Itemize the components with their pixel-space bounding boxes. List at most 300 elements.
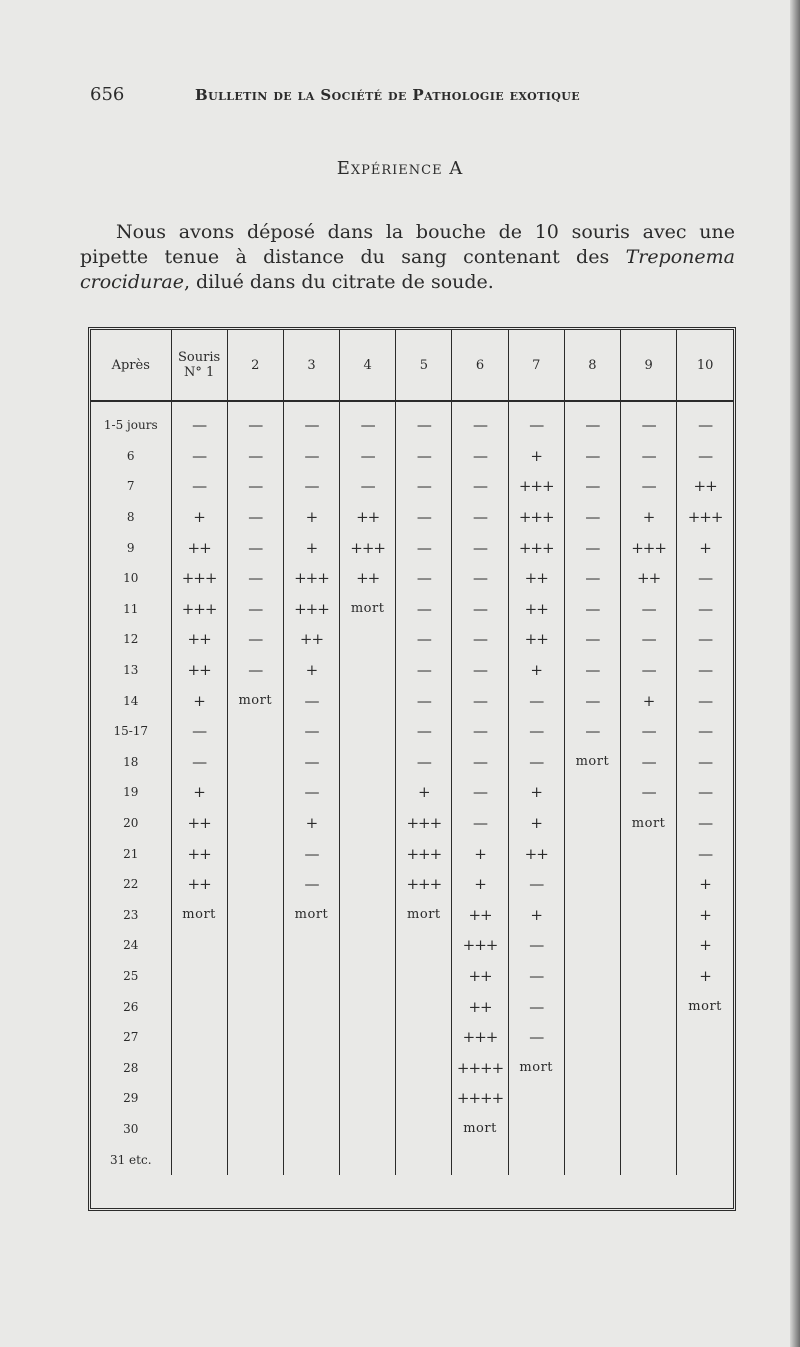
result-cell: —	[171, 401, 227, 441]
table-row	[91, 532, 733, 563]
table-row	[91, 1052, 733, 1083]
result-cell	[227, 991, 283, 1022]
header-souris-10: 10	[677, 330, 733, 401]
result-cell	[340, 1083, 396, 1114]
day-cell: 11	[123, 601, 139, 616]
table-header-row	[91, 330, 733, 401]
result-cell: ++	[340, 563, 396, 594]
result-cell: mort	[677, 991, 733, 1022]
result-cell: —	[508, 869, 564, 900]
result-cell: +	[283, 502, 339, 533]
result-cell: —	[452, 401, 508, 441]
result-cell: ++	[171, 624, 227, 655]
result-cell: —	[564, 716, 620, 747]
result-cell	[171, 991, 227, 1022]
table-row	[91, 900, 733, 931]
result-cell: —	[508, 716, 564, 747]
result-cell: +++	[508, 502, 564, 533]
result-cell: —	[508, 961, 564, 992]
result-cell: +++	[677, 502, 733, 533]
result-cell	[283, 1114, 339, 1145]
result-cell: —	[621, 401, 677, 441]
result-cell: +++	[283, 563, 339, 594]
header-souris-7: 7	[508, 330, 564, 401]
header-souris-3: 3	[283, 330, 339, 401]
result-cell	[508, 1114, 564, 1145]
result-cell: —	[396, 685, 452, 716]
result-cell: —	[452, 563, 508, 594]
result-cell: —	[508, 401, 564, 441]
header-souris-1: Souris N° 1	[171, 330, 227, 401]
table-body	[91, 401, 733, 1175]
day-cell: 28	[123, 1060, 139, 1075]
result-cell: —	[564, 655, 620, 686]
result-cell	[621, 930, 677, 961]
table-row	[91, 716, 733, 747]
result-cell	[227, 1052, 283, 1083]
day-cell: 18	[123, 754, 139, 769]
result-cell: —	[508, 685, 564, 716]
table-row	[91, 808, 733, 839]
result-cell: +	[508, 655, 564, 686]
day-cell: 10	[123, 571, 139, 586]
header-souris-5: 5	[396, 330, 452, 401]
result-cell	[227, 900, 283, 931]
header-souris-9: 9	[621, 330, 677, 401]
table-row	[91, 991, 733, 1022]
result-cell: —	[396, 594, 452, 625]
result-cell: +++	[508, 471, 564, 502]
result-cell: —	[621, 716, 677, 747]
result-cell: —	[677, 777, 733, 808]
table-row	[91, 1114, 733, 1145]
table-row	[91, 961, 733, 992]
result-cell	[677, 1083, 733, 1114]
result-cell	[564, 1083, 620, 1114]
result-cell	[564, 961, 620, 992]
result-cell: —	[621, 594, 677, 625]
day-cell: 27	[123, 1030, 139, 1045]
result-cell: —	[564, 624, 620, 655]
result-cell: —	[677, 563, 733, 594]
result-cell	[340, 1114, 396, 1145]
header-souris-6: 6	[452, 330, 508, 401]
result-cell	[171, 961, 227, 992]
table-row	[91, 777, 733, 808]
result-cell: —	[677, 716, 733, 747]
result-cell	[227, 930, 283, 961]
result-cell: —	[283, 838, 339, 869]
result-cell: +	[508, 808, 564, 839]
result-cell: —	[677, 624, 733, 655]
result-cell: +	[396, 777, 452, 808]
result-cell: —	[283, 471, 339, 502]
result-cell: ++	[340, 502, 396, 533]
result-cell: —	[396, 716, 452, 747]
result-cell	[227, 869, 283, 900]
result-cell: —	[621, 624, 677, 655]
page-number: 656	[90, 84, 125, 105]
intro-paragraph	[80, 220, 735, 295]
table-row	[91, 401, 733, 441]
result-cell: —	[283, 747, 339, 778]
result-cell	[227, 961, 283, 992]
result-cell	[283, 1144, 339, 1175]
result-cell: —	[621, 441, 677, 472]
day-cell: 31 etc.	[109, 1152, 152, 1167]
running-header	[90, 84, 650, 105]
day-cell: 8	[126, 510, 135, 525]
result-cell	[396, 961, 452, 992]
result-cell	[227, 1083, 283, 1114]
day-cell: 24	[123, 938, 139, 953]
result-cell	[564, 1144, 620, 1175]
day-cell: 9	[126, 540, 135, 555]
result-cell: —	[508, 747, 564, 778]
result-cell: ++	[171, 869, 227, 900]
result-cell	[171, 1083, 227, 1114]
day-cell: 23	[123, 907, 139, 922]
result-cell	[508, 1083, 564, 1114]
result-cell	[340, 685, 396, 716]
result-cell: +	[677, 900, 733, 931]
result-cell: —	[452, 685, 508, 716]
result-cell: —	[508, 930, 564, 961]
result-cell: —	[396, 563, 452, 594]
result-cell: —	[564, 502, 620, 533]
results-table	[91, 330, 733, 1175]
result-cell	[564, 1052, 620, 1083]
result-cell	[227, 1144, 283, 1175]
result-cell	[564, 808, 620, 839]
result-cell: ++	[508, 838, 564, 869]
result-cell: +++	[396, 838, 452, 869]
result-cell: —	[171, 747, 227, 778]
result-cell	[621, 838, 677, 869]
intro-text-before: Nous avons déposé dans la bouche de 10 souris avec une pipette tenue à distance du sang contenant des	[80, 221, 735, 268]
result-cell	[283, 930, 339, 961]
result-cell	[340, 716, 396, 747]
result-cell	[396, 991, 452, 1022]
result-cell: +++	[396, 808, 452, 839]
result-cell	[227, 777, 283, 808]
result-cell: —	[452, 747, 508, 778]
day-cell: 15-17	[113, 724, 149, 739]
result-cell: —	[227, 401, 283, 441]
result-cell: +	[677, 930, 733, 961]
table-row	[91, 1083, 733, 1114]
result-cell: —	[227, 502, 283, 533]
result-cell: —	[564, 532, 620, 563]
result-cell: +	[171, 685, 227, 716]
day-cell: 25	[123, 968, 139, 983]
result-cell	[452, 1144, 508, 1175]
result-cell: ++	[508, 563, 564, 594]
day-cell: 12	[123, 632, 139, 647]
result-cell	[396, 1083, 452, 1114]
result-cell: —	[227, 624, 283, 655]
table-row	[91, 838, 733, 869]
result-cell: +++	[508, 532, 564, 563]
result-cell	[227, 747, 283, 778]
result-cell: —	[564, 594, 620, 625]
result-cell	[396, 1022, 452, 1053]
section-title: Expérience A	[336, 158, 464, 179]
result-cell	[283, 961, 339, 992]
result-cell: —	[227, 441, 283, 472]
result-cell: —	[396, 401, 452, 441]
day-cell: 29	[123, 1091, 139, 1106]
result-cell	[340, 624, 396, 655]
result-cell: mort	[452, 1114, 508, 1145]
result-cell: —	[677, 441, 733, 472]
result-cell: —	[396, 441, 452, 472]
result-cell	[621, 961, 677, 992]
result-cell: —	[396, 747, 452, 778]
result-cell	[283, 1083, 339, 1114]
result-cell: —	[396, 471, 452, 502]
result-cell	[171, 1022, 227, 1053]
page-edge-shadow	[790, 0, 800, 1347]
result-cell: —	[171, 441, 227, 472]
header-after: Après	[91, 330, 171, 401]
result-cell	[564, 991, 620, 1022]
day-cell: 26	[123, 999, 139, 1014]
result-cell: —	[452, 441, 508, 472]
result-cell	[340, 747, 396, 778]
result-cell: +++	[171, 594, 227, 625]
result-cell: ++++	[452, 1052, 508, 1083]
table-row	[91, 930, 733, 961]
result-cell: mort	[621, 808, 677, 839]
result-cell: —	[564, 441, 620, 472]
result-cell	[340, 961, 396, 992]
result-cell: mort	[508, 1052, 564, 1083]
result-cell: +++	[452, 1022, 508, 1053]
result-cell: —	[452, 624, 508, 655]
result-cell	[340, 1022, 396, 1053]
result-cell	[227, 716, 283, 747]
result-cell: —	[621, 655, 677, 686]
result-cell	[283, 991, 339, 1022]
result-cell: —	[564, 401, 620, 441]
day-cell: 30	[123, 1121, 139, 1136]
day-cell: 1-5 jours	[103, 418, 158, 433]
table-row	[91, 594, 733, 625]
result-cell: —	[396, 532, 452, 563]
table-row	[91, 685, 733, 716]
day-cell: 19	[123, 785, 139, 800]
result-cell: —	[677, 808, 733, 839]
result-cell	[227, 808, 283, 839]
table-row	[91, 869, 733, 900]
result-cell	[340, 930, 396, 961]
table-row	[91, 624, 733, 655]
result-cell	[171, 930, 227, 961]
result-cell: +	[508, 777, 564, 808]
table-row	[91, 502, 733, 533]
result-cell: —	[452, 808, 508, 839]
result-cell: —	[452, 655, 508, 686]
result-cell	[171, 1114, 227, 1145]
result-cell	[621, 869, 677, 900]
result-cell: ++	[171, 838, 227, 869]
result-cell	[396, 1114, 452, 1145]
results-table-frame	[88, 327, 736, 1211]
result-cell: —	[283, 869, 339, 900]
result-cell: —	[396, 624, 452, 655]
result-cell	[621, 1114, 677, 1145]
result-cell	[171, 1144, 227, 1175]
result-cell: —	[227, 532, 283, 563]
result-cell	[340, 777, 396, 808]
result-cell: ++	[283, 624, 339, 655]
result-cell: —	[677, 685, 733, 716]
result-cell: +	[508, 900, 564, 931]
result-cell	[621, 991, 677, 1022]
result-cell	[508, 1144, 564, 1175]
table-row	[91, 655, 733, 686]
result-cell: +	[452, 869, 508, 900]
result-cell: —	[283, 685, 339, 716]
result-cell	[621, 1144, 677, 1175]
result-cell	[564, 930, 620, 961]
result-cell: +	[677, 869, 733, 900]
result-cell	[340, 655, 396, 686]
result-cell	[621, 1052, 677, 1083]
day-cell: 14	[123, 693, 139, 708]
result-cell: ++	[508, 594, 564, 625]
result-cell: mort	[171, 900, 227, 931]
result-cell: —	[452, 502, 508, 533]
result-cell	[340, 838, 396, 869]
result-cell: —	[677, 838, 733, 869]
result-cell: —	[340, 471, 396, 502]
result-cell: —	[452, 777, 508, 808]
result-cell: mort	[227, 685, 283, 716]
result-cell: +++	[452, 930, 508, 961]
result-cell: +	[621, 685, 677, 716]
header-souris-4: 4	[340, 330, 396, 401]
result-cell: ++	[621, 563, 677, 594]
result-cell: —	[171, 471, 227, 502]
result-cell: —	[677, 655, 733, 686]
result-cell	[340, 1052, 396, 1083]
result-cell: +++	[621, 532, 677, 563]
result-cell: —	[677, 401, 733, 441]
result-cell: ++	[508, 624, 564, 655]
result-cell: ++	[171, 655, 227, 686]
result-cell: +	[677, 961, 733, 992]
table-row	[91, 471, 733, 502]
result-cell	[564, 900, 620, 931]
result-cell: mort	[564, 747, 620, 778]
intro-text-after: , dilué dans du citrate de soude.	[183, 271, 494, 293]
result-cell	[340, 1144, 396, 1175]
result-cell: ++	[171, 808, 227, 839]
day-cell: 22	[123, 877, 139, 892]
result-cell	[396, 1052, 452, 1083]
result-cell: —	[564, 471, 620, 502]
result-cell	[677, 1114, 733, 1145]
result-cell: —	[677, 594, 733, 625]
result-cell: +	[171, 502, 227, 533]
result-cell: —	[508, 1022, 564, 1053]
result-cell	[227, 838, 283, 869]
table-row	[91, 563, 733, 594]
result-cell: ++	[677, 471, 733, 502]
result-cell	[340, 991, 396, 1022]
day-cell: 6	[126, 448, 135, 463]
result-cell: —	[564, 563, 620, 594]
result-cell	[396, 1144, 452, 1175]
result-cell: —	[452, 532, 508, 563]
result-cell: —	[283, 401, 339, 441]
result-cell: —	[340, 401, 396, 441]
result-cell	[677, 1052, 733, 1083]
result-cell: —	[227, 563, 283, 594]
result-cell: —	[452, 716, 508, 747]
result-cell: —	[227, 471, 283, 502]
result-cell: +	[283, 532, 339, 563]
result-cell: —	[452, 594, 508, 625]
result-cell: +	[508, 441, 564, 472]
result-cell: ++	[452, 900, 508, 931]
result-cell: mort	[340, 594, 396, 625]
result-cell: ++	[452, 961, 508, 992]
result-cell	[340, 808, 396, 839]
result-cell	[396, 930, 452, 961]
header-souris-8: 8	[564, 330, 620, 401]
result-cell: —	[621, 471, 677, 502]
result-cell: —	[340, 441, 396, 472]
result-cell	[677, 1022, 733, 1053]
header-souris-2: 2	[227, 330, 283, 401]
table-row	[91, 441, 733, 472]
result-cell: —	[171, 716, 227, 747]
day-cell: 7	[126, 479, 135, 494]
result-cell: —	[564, 685, 620, 716]
result-cell: +	[452, 838, 508, 869]
result-cell: ++	[452, 991, 508, 1022]
result-cell: —	[621, 777, 677, 808]
result-cell	[621, 900, 677, 931]
result-cell	[564, 777, 620, 808]
result-cell	[621, 1083, 677, 1114]
result-cell	[564, 1114, 620, 1145]
table-row	[91, 747, 733, 778]
result-cell: +	[283, 808, 339, 839]
result-cell	[564, 838, 620, 869]
result-cell	[171, 1052, 227, 1083]
result-cell: —	[283, 716, 339, 747]
result-cell	[283, 1052, 339, 1083]
result-cell: +	[171, 777, 227, 808]
result-cell: —	[396, 502, 452, 533]
result-cell: +++	[396, 869, 452, 900]
day-cell: 21	[123, 846, 139, 861]
result-cell	[564, 1022, 620, 1053]
result-cell: —	[508, 991, 564, 1022]
result-cell	[227, 1114, 283, 1145]
result-cell	[677, 1144, 733, 1175]
table-row	[91, 1022, 733, 1053]
table-row	[91, 1144, 733, 1175]
result-cell	[283, 1022, 339, 1053]
result-cell: +	[621, 502, 677, 533]
result-cell: ++	[171, 532, 227, 563]
result-cell: +	[677, 532, 733, 563]
